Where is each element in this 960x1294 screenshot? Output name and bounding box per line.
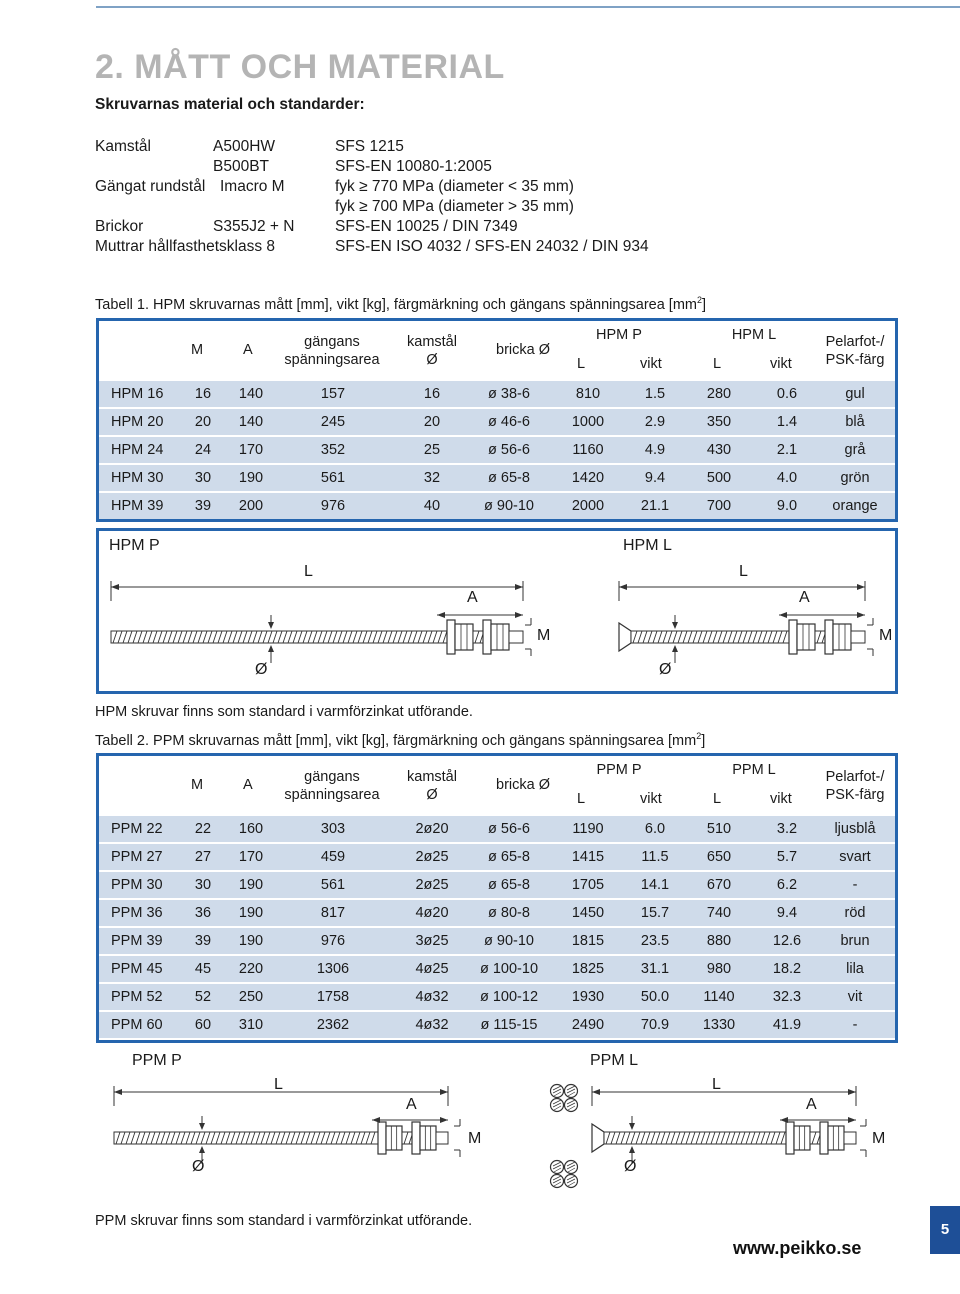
diagram-title-p: HPM P: [109, 537, 160, 554]
table-cell: 1000: [571, 414, 605, 430]
table-cell: 4ø32: [415, 1017, 449, 1033]
countersunk-head: [619, 623, 631, 651]
header-spanningsarea-text: spänningsarea: [284, 352, 380, 368]
table-cell: 980: [706, 961, 732, 977]
material-standard: fyk ≥ 770 MPa (diameter < 35 mm): [335, 178, 574, 195]
washer: [412, 1122, 420, 1154]
table-cell: 5.7: [776, 849, 798, 865]
header-kamstal: [399, 768, 465, 804]
header-pelarfot: [815, 768, 895, 804]
table-cell: 9.4: [776, 905, 798, 921]
nut: [386, 1126, 402, 1150]
header-group-l: HPM L: [731, 327, 777, 343]
table2-body: [99, 814, 895, 1038]
table-cell: 27: [194, 849, 212, 865]
top-rule: [96, 6, 960, 8]
table-cell: 817: [320, 905, 346, 921]
table-row: [99, 842, 895, 870]
header-a: A: [243, 777, 253, 793]
table-cell: 22: [194, 821, 212, 837]
table-cell: vit: [847, 989, 863, 1005]
row-label: PPM 60: [111, 1017, 163, 1033]
table-cell: ø 80-8: [488, 905, 530, 921]
table-cell: 157: [320, 386, 346, 402]
header-a: A: [243, 342, 253, 358]
table-cell: 41.9: [772, 1017, 802, 1033]
table-cell: 1705: [571, 877, 605, 893]
caption-text: Tabell 1. HPM skruvarnas mått [mm], vikt [kg], färgmärkning och gängans spänningsarea [mm: [95, 296, 697, 313]
material-standard: SFS-EN ISO 4032 / SFS-EN 24032 / DIN 934: [335, 238, 649, 255]
dim-label-a: A: [406, 1096, 417, 1113]
m-mark: [525, 625, 531, 649]
materials-subheading: Skruvarnas material och standarder:: [95, 96, 365, 113]
table-cell: 220: [238, 961, 264, 977]
table-cell: 1930: [571, 989, 605, 1005]
material-name: Muttrar hållfasthetsklass 8: [95, 238, 276, 255]
table-cell: 0.6: [776, 386, 798, 402]
ppm-note: PPM skruvar finns som standard i varmförzinkat utförande.: [95, 1213, 473, 1229]
caption-end: ]: [702, 296, 707, 313]
table-cell: -: [852, 1017, 858, 1033]
row-label: HPM 30: [111, 470, 164, 486]
header-l1: L: [577, 791, 586, 807]
nut: [828, 1126, 844, 1150]
table-cell: 1415: [571, 849, 605, 865]
table-cell: orange: [832, 498, 878, 514]
table-row: [99, 926, 895, 954]
header-pelarfot-text: Pelarfot-/: [825, 334, 885, 350]
header-vikt1: vikt: [640, 791, 662, 807]
table-row: [99, 870, 895, 898]
bolt-drawing: [96, 1046, 898, 1206]
header-vikt2: vikt: [770, 791, 792, 807]
table-cell: 430: [706, 442, 732, 458]
header-psk: PSK-färg: [825, 787, 885, 803]
row-label: HPM 20: [111, 414, 164, 430]
table-cell: 310: [238, 1017, 264, 1033]
table-cell: 1140: [703, 989, 735, 1005]
arrow-head: [440, 1089, 448, 1095]
header-vikt2: vikt: [770, 356, 792, 372]
header-psk: PSK-färg: [825, 352, 885, 368]
material-grade: A500HW: [213, 138, 276, 155]
caption-end: ]: [701, 732, 706, 749]
caption-sup: 2: [697, 295, 703, 305]
header-kamstal-dia: Ø: [426, 787, 438, 803]
table-cell: 39: [194, 498, 212, 514]
table-cell: -: [852, 877, 858, 893]
header-pelarfot: [815, 333, 895, 369]
table-row: [99, 898, 895, 926]
table-cell: 561: [320, 877, 346, 893]
header-kamstal-text: kamstål: [407, 334, 457, 350]
material-grade: S355J2 + N: [213, 218, 295, 235]
table-cell: 20: [423, 414, 441, 430]
dim-label-m: M: [879, 627, 893, 644]
row-label: HPM 39: [111, 498, 164, 514]
washer: [789, 620, 797, 654]
table-cell: ø 38-6: [488, 386, 530, 402]
diagram2: [96, 1046, 898, 1206]
table-cell: 24: [194, 442, 212, 458]
table-cell: 1330: [702, 1017, 736, 1033]
table-cell: 700: [706, 498, 732, 514]
dim-label-l: L: [712, 1076, 721, 1093]
m-mark: [860, 1126, 866, 1150]
arrow-head: [268, 622, 274, 629]
table-cell: 9.4: [644, 470, 666, 486]
table-cell: 30: [194, 877, 212, 893]
material-grade: Imacro M: [220, 178, 285, 195]
table-cell: 50.0: [640, 989, 670, 1005]
table-cell: 190: [238, 470, 264, 486]
table1-body: [99, 379, 895, 519]
table-cell: 352: [320, 442, 346, 458]
row-label: PPM 30: [111, 877, 163, 893]
arrow-head: [629, 1146, 635, 1153]
nut: [455, 624, 473, 650]
table-cell: 303: [320, 821, 346, 837]
table-cell: 670: [706, 877, 732, 893]
table1: [96, 318, 898, 522]
header-bricka: bricka Ø: [496, 777, 550, 793]
caption-sup: 2: [696, 731, 702, 741]
table-cell: 459: [320, 849, 346, 865]
diagram-title-l: PPM L: [590, 1052, 639, 1069]
table-row: [99, 435, 895, 463]
table-cell: 6.2: [776, 877, 798, 893]
caption-text: Tabell 2. PPM skruvarnas mått [mm], vikt [kg], färgmärkning och gängans spänningsarea [mm: [95, 732, 697, 749]
header-kamstal-dia: Ø: [426, 352, 438, 368]
table-cell: 18.2: [772, 961, 802, 977]
table-cell: 1.5: [644, 386, 666, 402]
table-cell: 350: [706, 414, 732, 430]
dim-label-l: L: [274, 1076, 283, 1093]
table-cell: lila: [846, 961, 864, 977]
washer: [447, 620, 455, 654]
nut: [491, 624, 509, 650]
table-cell: 160: [238, 821, 264, 837]
table-cell: 23.5: [640, 933, 670, 949]
arrow-head: [111, 584, 119, 590]
table-cell: 1.4: [776, 414, 798, 430]
table-cell: ø 56-6: [488, 821, 530, 837]
table-cell: 25: [423, 442, 441, 458]
bolt-end: [509, 631, 523, 643]
table-row: [99, 463, 895, 491]
header-m: M: [191, 342, 204, 358]
row-label: PPM 52: [111, 989, 163, 1005]
diagram-title-l: HPM L: [623, 537, 672, 554]
table-cell: 11.5: [641, 849, 669, 865]
table-cell: 4ø32: [415, 989, 449, 1005]
nut: [794, 1126, 810, 1150]
header-group-p: PPM P: [596, 762, 642, 778]
table-cell: 21.1: [640, 498, 670, 514]
material-standard: SFS-EN 10025 / DIN 7349: [335, 218, 518, 235]
header-bricka: bricka Ø: [496, 342, 550, 358]
row-label: PPM 39: [111, 933, 163, 949]
washer: [483, 620, 491, 654]
table-cell: gul: [845, 386, 865, 402]
arrow-head: [619, 584, 627, 590]
table-cell: 45: [194, 961, 212, 977]
dim-label-m: M: [468, 1130, 482, 1147]
countersunk-head: [592, 1124, 604, 1152]
table-cell: 250: [238, 989, 264, 1005]
table-cell: 976: [320, 498, 346, 514]
table-row: [99, 1010, 895, 1038]
dim-label-l: L: [304, 563, 313, 580]
table-row: [99, 407, 895, 435]
material-name: Kamstål: [95, 138, 151, 155]
table-cell: 32: [423, 470, 441, 486]
arrow-head: [515, 584, 523, 590]
table-cell: 2000: [571, 498, 605, 514]
table-cell: 15.7: [640, 905, 670, 921]
arrow-head: [848, 1089, 856, 1095]
table-cell: 190: [238, 905, 264, 921]
table-cell: 70.9: [640, 1017, 670, 1033]
arrow-head: [199, 1123, 205, 1130]
header-spanningsarea: [277, 768, 387, 804]
table-cell: 140: [238, 386, 264, 402]
arrow-head: [592, 1089, 600, 1095]
washer: [825, 620, 833, 654]
table-row: [99, 379, 895, 407]
table-cell: 1815: [571, 933, 605, 949]
table-cell: 2362: [316, 1017, 350, 1033]
table-cell: 140: [238, 414, 264, 430]
table-cell: 16: [194, 386, 212, 402]
dim-label-m: M: [537, 627, 551, 644]
table-cell: 36: [194, 905, 212, 921]
arrow-head: [629, 1123, 635, 1130]
table2-header: [99, 756, 895, 814]
table-cell: 39: [194, 933, 212, 949]
table-cell: 245: [320, 414, 346, 430]
washer: [786, 1122, 794, 1154]
table-cell: 2.9: [644, 414, 666, 430]
table-cell: 4ø25: [415, 961, 449, 977]
table-cell: grön: [840, 470, 870, 486]
table-cell: brun: [840, 933, 870, 949]
table-cell: 810: [575, 386, 601, 402]
table-cell: blå: [845, 414, 865, 430]
table-cell: 9.0: [776, 498, 798, 514]
dim-label-l: L: [739, 563, 748, 580]
header-m: M: [191, 777, 204, 793]
arrow-head: [857, 584, 865, 590]
table-cell: 52: [194, 989, 212, 1005]
header-group-p: HPM P: [596, 327, 642, 343]
table1-caption: [95, 295, 706, 313]
washer: [820, 1122, 828, 1154]
header-gangans: gängans: [304, 334, 360, 350]
table-cell: 4ø20: [415, 905, 449, 921]
header-pelarfot-text: Pelarfot-/: [825, 769, 885, 785]
footer-url[interactable]: www.peikko.se: [733, 1238, 862, 1258]
table-cell: 976: [320, 933, 346, 949]
bolt-end: [844, 1132, 856, 1144]
table-cell: ø 90-10: [484, 498, 534, 514]
material-grade: B500BT: [213, 158, 270, 175]
material-name: Brickor: [95, 218, 144, 235]
row-label: PPM 27: [111, 849, 163, 865]
nut: [797, 624, 815, 650]
m-mark: [454, 1126, 460, 1150]
table-cell: 170: [238, 442, 264, 458]
table-cell: 2ø25: [415, 877, 449, 893]
material-standard: SFS 1215: [335, 138, 404, 155]
hpm-note: HPM skruvar finns som standard i varmförzinkat utförande.: [95, 704, 473, 720]
table-cell: 2.1: [776, 442, 798, 458]
table-cell: 1420: [571, 470, 605, 486]
table1-header: [99, 321, 895, 379]
table-cell: 2ø25: [415, 849, 449, 865]
row-label: HPM 24: [111, 442, 164, 458]
bolt-drawing: [99, 531, 895, 691]
table-cell: ø 65-8: [488, 849, 530, 865]
table-cell: svart: [839, 849, 871, 865]
table-cell: 16: [423, 386, 441, 402]
dim-label-dia: Ø: [192, 1158, 205, 1175]
dim-label-dia: Ø: [659, 661, 672, 678]
header-group-l: PPM L: [732, 762, 776, 778]
table-row: [99, 814, 895, 842]
table-cell: 14.1: [640, 877, 670, 893]
table-cell: 740: [706, 905, 732, 921]
diagram-title-p: PPM P: [132, 1052, 182, 1069]
table-cell: 4.9: [644, 442, 666, 458]
bolt-end: [851, 631, 865, 643]
row-label: PPM 45: [111, 961, 163, 977]
table-cell: 170: [238, 849, 264, 865]
header-spanningsarea: [277, 333, 387, 369]
table-row: [99, 954, 895, 982]
table-cell: ø 65-8: [488, 877, 530, 893]
washer: [378, 1122, 386, 1154]
table-cell: 6.0: [644, 821, 666, 837]
table-cell: ø 46-6: [488, 414, 530, 430]
table-cell: 4.0: [776, 470, 798, 486]
table-cell: 190: [238, 933, 264, 949]
table-cell: 3.2: [776, 821, 798, 837]
nut: [420, 1126, 436, 1150]
bolt-end: [436, 1132, 448, 1144]
table-cell: 20: [194, 414, 212, 430]
header-vikt1: vikt: [640, 356, 662, 372]
dim-label-a: A: [799, 589, 810, 606]
header-spanningsarea-text: spänningsarea: [284, 787, 380, 803]
table-cell: 1190: [572, 821, 604, 837]
table2-caption: [95, 731, 705, 749]
table-cell: ø 90-10: [484, 933, 534, 949]
material-standard: fyk ≥ 700 MPa (diameter > 35 mm): [335, 198, 574, 215]
table-cell: 280: [706, 386, 732, 402]
table-cell: grå: [844, 442, 866, 458]
table-row: [99, 491, 895, 519]
table-cell: 200: [238, 498, 264, 514]
arrow-head: [672, 645, 678, 652]
material-name: Gängat rundstål: [95, 178, 206, 195]
table-cell: 1450: [571, 905, 605, 921]
table2: [96, 753, 898, 1043]
material-standard: SFS-EN 10080-1:2005: [335, 158, 492, 175]
arrow-head: [199, 1146, 205, 1153]
table-cell: 60: [194, 1017, 212, 1033]
table-cell: 2ø20: [415, 821, 449, 837]
page-number: 5: [930, 1206, 960, 1254]
table-cell: 30: [194, 470, 212, 486]
table-cell: ø 100-12: [479, 989, 539, 1005]
table-cell: 31.1: [640, 961, 670, 977]
table-cell: 3ø25: [415, 933, 449, 949]
table-cell: 12.6: [772, 933, 802, 949]
diagram1: [96, 528, 898, 694]
table-row: [99, 982, 895, 1010]
table-cell: 1160: [572, 442, 604, 458]
table-cell: 2490: [571, 1017, 605, 1033]
table-cell: 1825: [571, 961, 605, 977]
table-cell: 32.3: [772, 989, 802, 1005]
dim-label-dia: Ø: [624, 1158, 637, 1175]
table-cell: ø 65-8: [488, 470, 530, 486]
header-l2: L: [713, 791, 722, 807]
row-label: HPM 16: [111, 386, 164, 402]
header-gangans: gängans: [304, 769, 360, 785]
dim-label-dia: Ø: [255, 661, 268, 678]
dim-label-a: A: [806, 1096, 817, 1113]
m-mark: [867, 625, 873, 649]
section-title: 2. MÅTT OCH MATERIAL: [95, 48, 505, 86]
nut: [833, 624, 851, 650]
table-cell: 1758: [316, 989, 350, 1005]
header-l2: L: [713, 356, 722, 372]
arrow-head: [672, 622, 678, 629]
table-cell: 510: [706, 821, 732, 837]
table-cell: 40: [423, 498, 441, 514]
table-cell: ø 56-6: [488, 442, 530, 458]
header-kamstal: [399, 333, 465, 369]
table-cell: ø 100-10: [479, 961, 539, 977]
table-cell: 500: [706, 470, 732, 486]
table-cell: 1306: [316, 961, 350, 977]
arrow-head: [114, 1089, 122, 1095]
dim-label-m: M: [872, 1130, 886, 1147]
table-cell: 190: [238, 877, 264, 893]
arrow-head: [268, 645, 274, 652]
table-cell: röd: [844, 905, 866, 921]
table-cell: ljusblå: [834, 821, 876, 837]
header-kamstal-text: kamstål: [407, 769, 457, 785]
header-l1: L: [577, 356, 586, 372]
table-cell: 650: [706, 849, 732, 865]
dim-label-a: A: [467, 589, 478, 606]
table-cell: 561: [320, 470, 346, 486]
row-label: PPM 36: [111, 905, 163, 921]
row-label: PPM 22: [111, 821, 163, 837]
table-cell: ø 115-15: [480, 1017, 538, 1033]
table-cell: 880: [706, 933, 732, 949]
